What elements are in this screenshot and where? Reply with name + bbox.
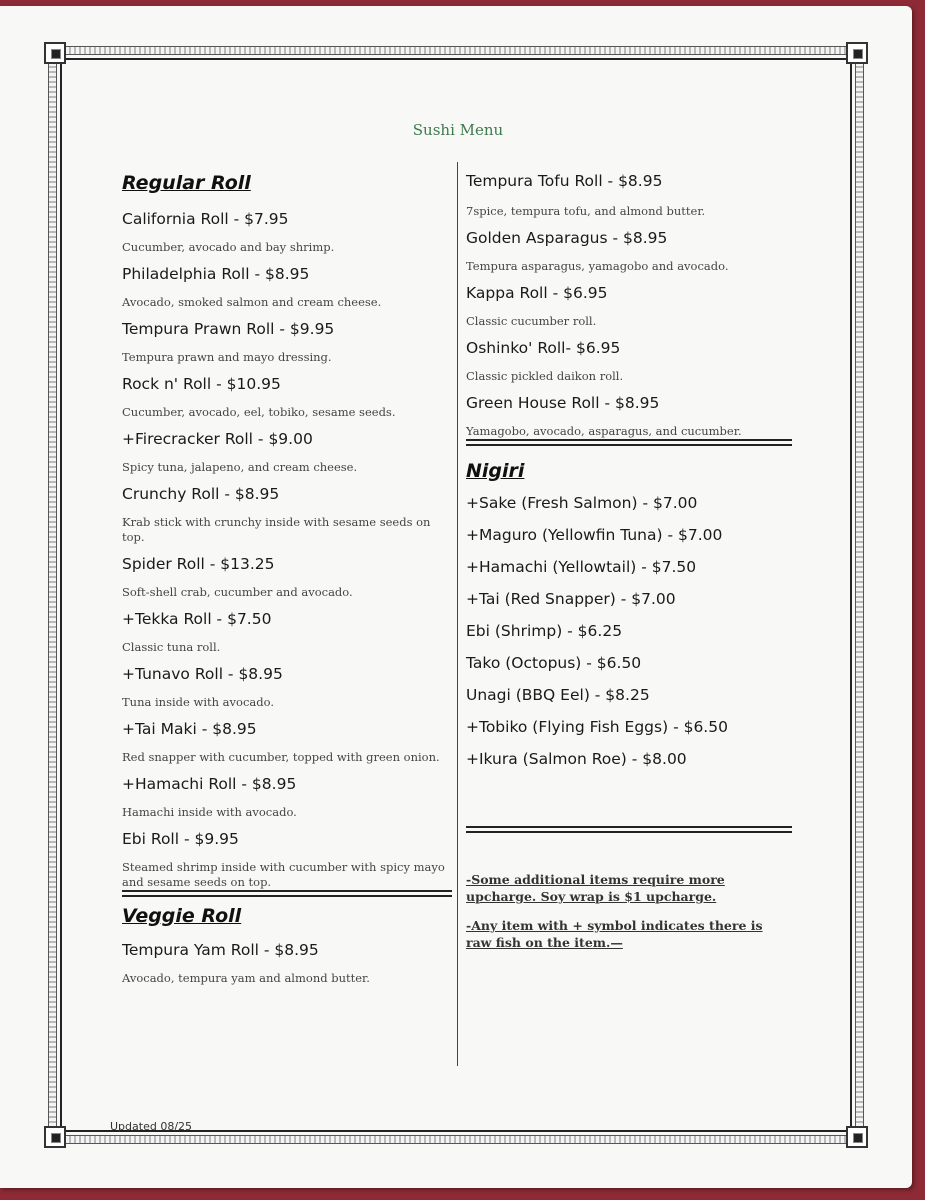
menu-item: [466, 394, 796, 439]
item-name: Spider Roll - $13.25: [122, 555, 275, 573]
item-description: Classic tuna roll.: [122, 640, 221, 654]
menu-item: [466, 339, 796, 384]
item-name: Kappa Roll - $6.95: [466, 284, 608, 302]
item-name: Philadelphia Roll - $8.95: [122, 265, 310, 283]
upcharge-note: -Some additional items require more upcharge. Soy wrap is $1 upcharge.: [466, 872, 725, 904]
item-description: Tempura asparagus, yamagobo and avocado.: [466, 259, 729, 273]
raw-fish-note: -Any item with + symbol indicates there is raw fish on the item.—: [466, 918, 763, 950]
menu-page: [0, 6, 912, 1188]
item-description: 7spice, tempura tofu, and almond butter.: [466, 204, 706, 218]
menu-item: [122, 610, 452, 655]
menu-item: [466, 284, 796, 329]
menu-item: [122, 941, 452, 986]
nigiri-item: +Tobiko (Flying Fish Eggs) - $6.50: [466, 718, 728, 736]
item-name: +Tekka Roll - $7.50: [122, 610, 272, 628]
item-name: Ebi Roll - $9.95: [122, 830, 239, 848]
menu-item: [122, 265, 452, 310]
item-description: Krab stick with crunchy inside with sesame seeds on top.: [122, 515, 431, 544]
item-name: Crunchy Roll - $8.95: [122, 485, 280, 503]
nigiri-item: Unagi (BBQ Eel) - $8.25: [466, 686, 650, 704]
item-description: Avocado, tempura yam and almond butter.: [122, 971, 370, 985]
menu-item: [122, 720, 452, 765]
item-description: Spicy tuna, jalapeno, and cream cheese.: [122, 460, 358, 474]
menu-item: [122, 665, 452, 710]
section-heading-nigiri: Nigiri: [466, 460, 525, 482]
item-name: +Firecracker Roll - $9.00: [122, 430, 313, 448]
menu-item: [466, 229, 796, 274]
corner-ornament-top-left: [44, 42, 66, 64]
border-left: [48, 62, 57, 1128]
item-description: Cucumber, avocado and bay shrimp.: [122, 240, 335, 254]
menu-item: [466, 172, 796, 219]
item-name: Golden Asparagus - $8.95: [466, 229, 668, 247]
nigiri-item: +Ikura (Salmon Roe) - $8.00: [466, 750, 687, 768]
border-bottom: [64, 1135, 848, 1144]
nigiri-item: +Maguro (Yellowfin Tuna) - $7.00: [466, 526, 723, 544]
section-heading-regular-roll: Regular Roll: [122, 172, 251, 194]
menu-item: [122, 830, 452, 890]
column-divider: [457, 162, 458, 1066]
menu-title: Sushi Menu: [412, 121, 504, 139]
menu-item: [122, 210, 452, 255]
item-name: Green House Roll - $8.95: [466, 394, 660, 412]
item-description: Classic cucumber roll.: [466, 314, 597, 328]
nigiri-item: Tako (Octopus) - $6.50: [466, 654, 642, 672]
updated-date: Updated 08/25: [110, 1120, 193, 1133]
corner-ornament-bottom-right: [846, 1126, 868, 1148]
section-divider-rule: [122, 890, 452, 897]
section-divider-rule: [466, 439, 792, 446]
item-description: Tempura prawn and mayo dressing.: [122, 350, 332, 364]
item-name: California Roll - $7.95: [122, 210, 289, 228]
menu-item: [122, 320, 452, 365]
item-name: +Hamachi Roll - $8.95: [122, 775, 297, 793]
item-description: Soft-shell crab, cucumber and avocado.: [122, 585, 353, 599]
left-column: [122, 172, 452, 986]
item-description: Red snapper with cucumber, topped with green onion.: [122, 750, 440, 764]
item-name: Tempura Yam Roll - $8.95: [122, 941, 319, 959]
section-heading-veggie-roll: Veggie Roll: [122, 905, 242, 927]
nigiri-item: +Hamachi (Yellowtail) - $7.50: [466, 558, 697, 576]
corner-ornament-top-right: [846, 42, 868, 64]
item-name: Tempura Prawn Roll - $9.95: [122, 320, 335, 338]
item-description: Avocado, smoked salmon and cream cheese.: [122, 295, 382, 309]
menu-item: [122, 775, 452, 820]
item-name: +Tunavo Roll - $8.95: [122, 665, 283, 683]
menu-item: [122, 430, 452, 475]
item-description: Classic pickled daikon roll.: [466, 369, 624, 383]
item-description: Tuna inside with avocado.: [122, 695, 274, 709]
menu-item: [122, 485, 452, 545]
corner-ornament-bottom-left: [44, 1126, 66, 1148]
menu-item: [122, 555, 452, 600]
nigiri-item: Ebi (Shrimp) - $6.25: [466, 622, 623, 640]
item-description: Cucumber, avocado, eel, tobiko, sesame seeds.: [122, 405, 396, 419]
right-column: [466, 172, 796, 951]
item-name: Oshinko' Roll- $6.95: [466, 339, 621, 357]
border-top: [64, 46, 848, 55]
item-description: Yamagobo, avocado, asparagus, and cucumber.: [466, 424, 742, 438]
item-name: Tempura Tofu Roll - $8.95: [466, 172, 663, 190]
notes-divider-rule: [466, 826, 792, 833]
nigiri-item: +Sake (Fresh Salmon) - $7.00: [466, 494, 698, 512]
border-right: [855, 62, 864, 1128]
item-description: Hamachi inside with avocado.: [122, 805, 297, 819]
menu-item: [122, 375, 452, 420]
item-description: Steamed shrimp inside with cucumber with spicy mayo and sesame seeds on top.: [122, 860, 445, 889]
item-name: +Tai Maki - $8.95: [122, 720, 257, 738]
nigiri-item: +Tai (Red Snapper) - $7.00: [466, 590, 676, 608]
item-name: Rock n' Roll - $10.95: [122, 375, 281, 393]
